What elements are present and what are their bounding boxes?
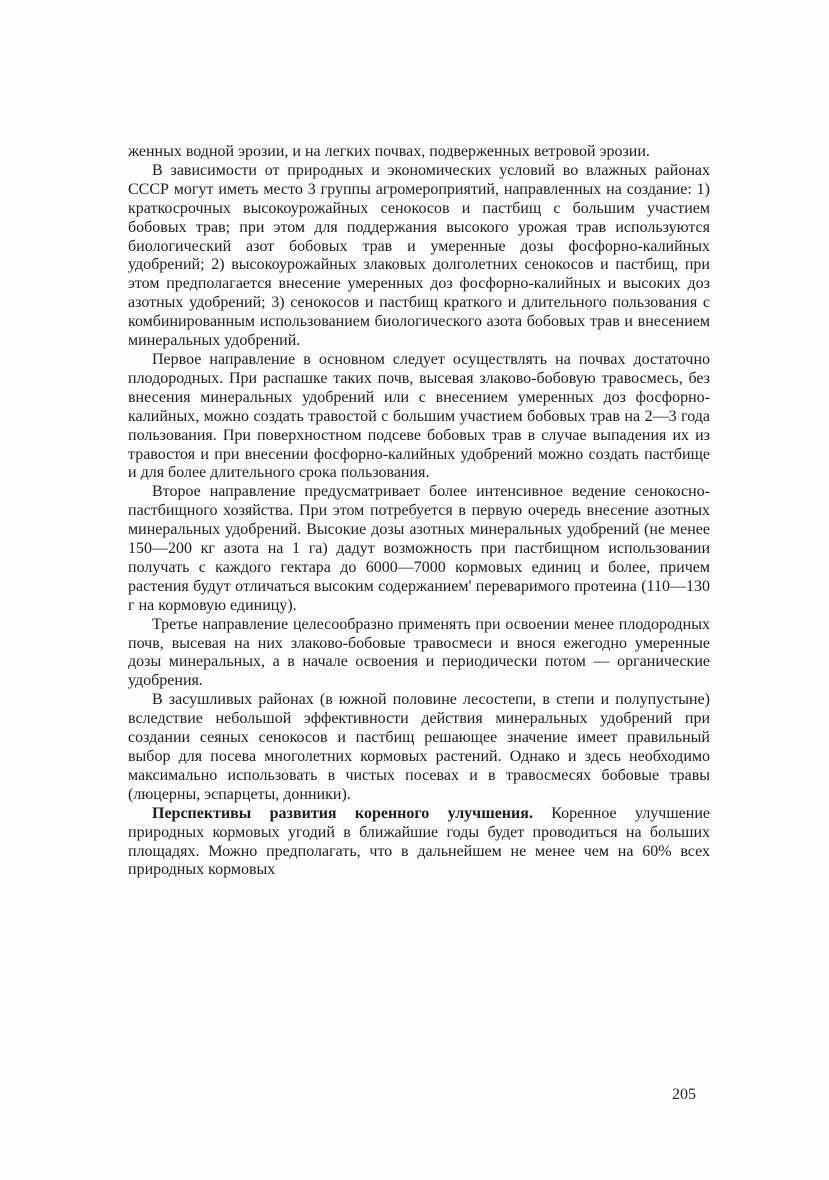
paragraph-7-text: Коренное улучшение природных кормовых угодий в ближайшие годы будет проводиться на больших площадях. Можно предполагать, что в дальнейшем не менее чем на 60% всех природных кормовых: [128, 804, 710, 879]
paragraph-6: В засушливых районах (в южной половине лесостепи, в степи и полупустыне) вследствие небольшой эффективности действия минеральных удобрений при создании сеяных сенокосов и пастбищ решающее значение имеет правильный выбор для посева многолетних кормовых растений. Однако и здесь необходимо максимально использовать в чистых посевах и в травосмесях бобовые травы (люцерны, эспарцеты, донники).: [128, 691, 710, 803]
paragraph-7: [128, 805, 710, 881]
paragraph-3: Первое направление в основном следует осуществлять на почвах достаточно плодородных. При распашке таких почв, высевая злаково-бобовую травосмесь, без внесения минеральных удобрений или с внесением умеренных доз фосфорно-калийных, можно создать травостой с большим участием бобовых трав на 2—3 года пользования. При поверхностном подсеве бобовых трав в случае выпадения их из травостоя и при внесении фосфорно-калийных удобрений можно создать пастбище и для более длительного срока пользования.: [128, 350, 710, 482]
paragraph-2: В зависимости от природных и экономических условий во влажных районах СССР могут иметь место 3 группы агромероприятий, направленных на создание: 1) краткосрочных высокоурожайных сенокосов и пастбищ с большим участием бобовых трав; при этом для поддержания высокого урожая трав используются биологический азот бобовых трав и умеренные дозы фосфорно-калийных удобрений; 2) высокоурожайных злаковых долголетних сенокосов и пастбищ, при этом предполагается внесение умеренных доз фосфорно-калийных и высоких доз азотных удобрений; 3) сенокосов и пастбищ краткого и длительного пользования с комбинированным использованием биологического азота бобовых трав и внесением минеральных удобрений.: [128, 161, 710, 350]
paragraph-1: женных водной эрозии, и на легких почвах, подверженных ветровой эрозии.: [128, 143, 650, 160]
section-heading: Перспективы развития коренного улучшения.: [152, 804, 533, 822]
paragraph-5: Третье направление целесообразно применять при освоении менее плодородных почв, высевая на них злаково-бобовые травосмеси и внося ежегодно умеренные дозы минеральных, а в начале освоения и периодически потом — органические удобрения.: [128, 615, 710, 690]
page-number: 205: [672, 1086, 696, 1103]
paragraph-4: Второе направление предусматривает более интенсивное ведение сенокосно-пастбищного хозяйства. При этом потребуется в первую очередь внесение азотных минеральных удобрений. Высокие дозы азотных минеральных удобрений (не менее 150—200 кг азота на 1 га) дадут возможность при пастбищном использовании получать с каждого гектара до 6000—7000 кормовых единиц и более, причем растения будут отличаться высоким содержанием' переваримого протеина (110—130 г на кормовую единицу).: [128, 483, 710, 614]
body-text: [128, 143, 710, 880]
